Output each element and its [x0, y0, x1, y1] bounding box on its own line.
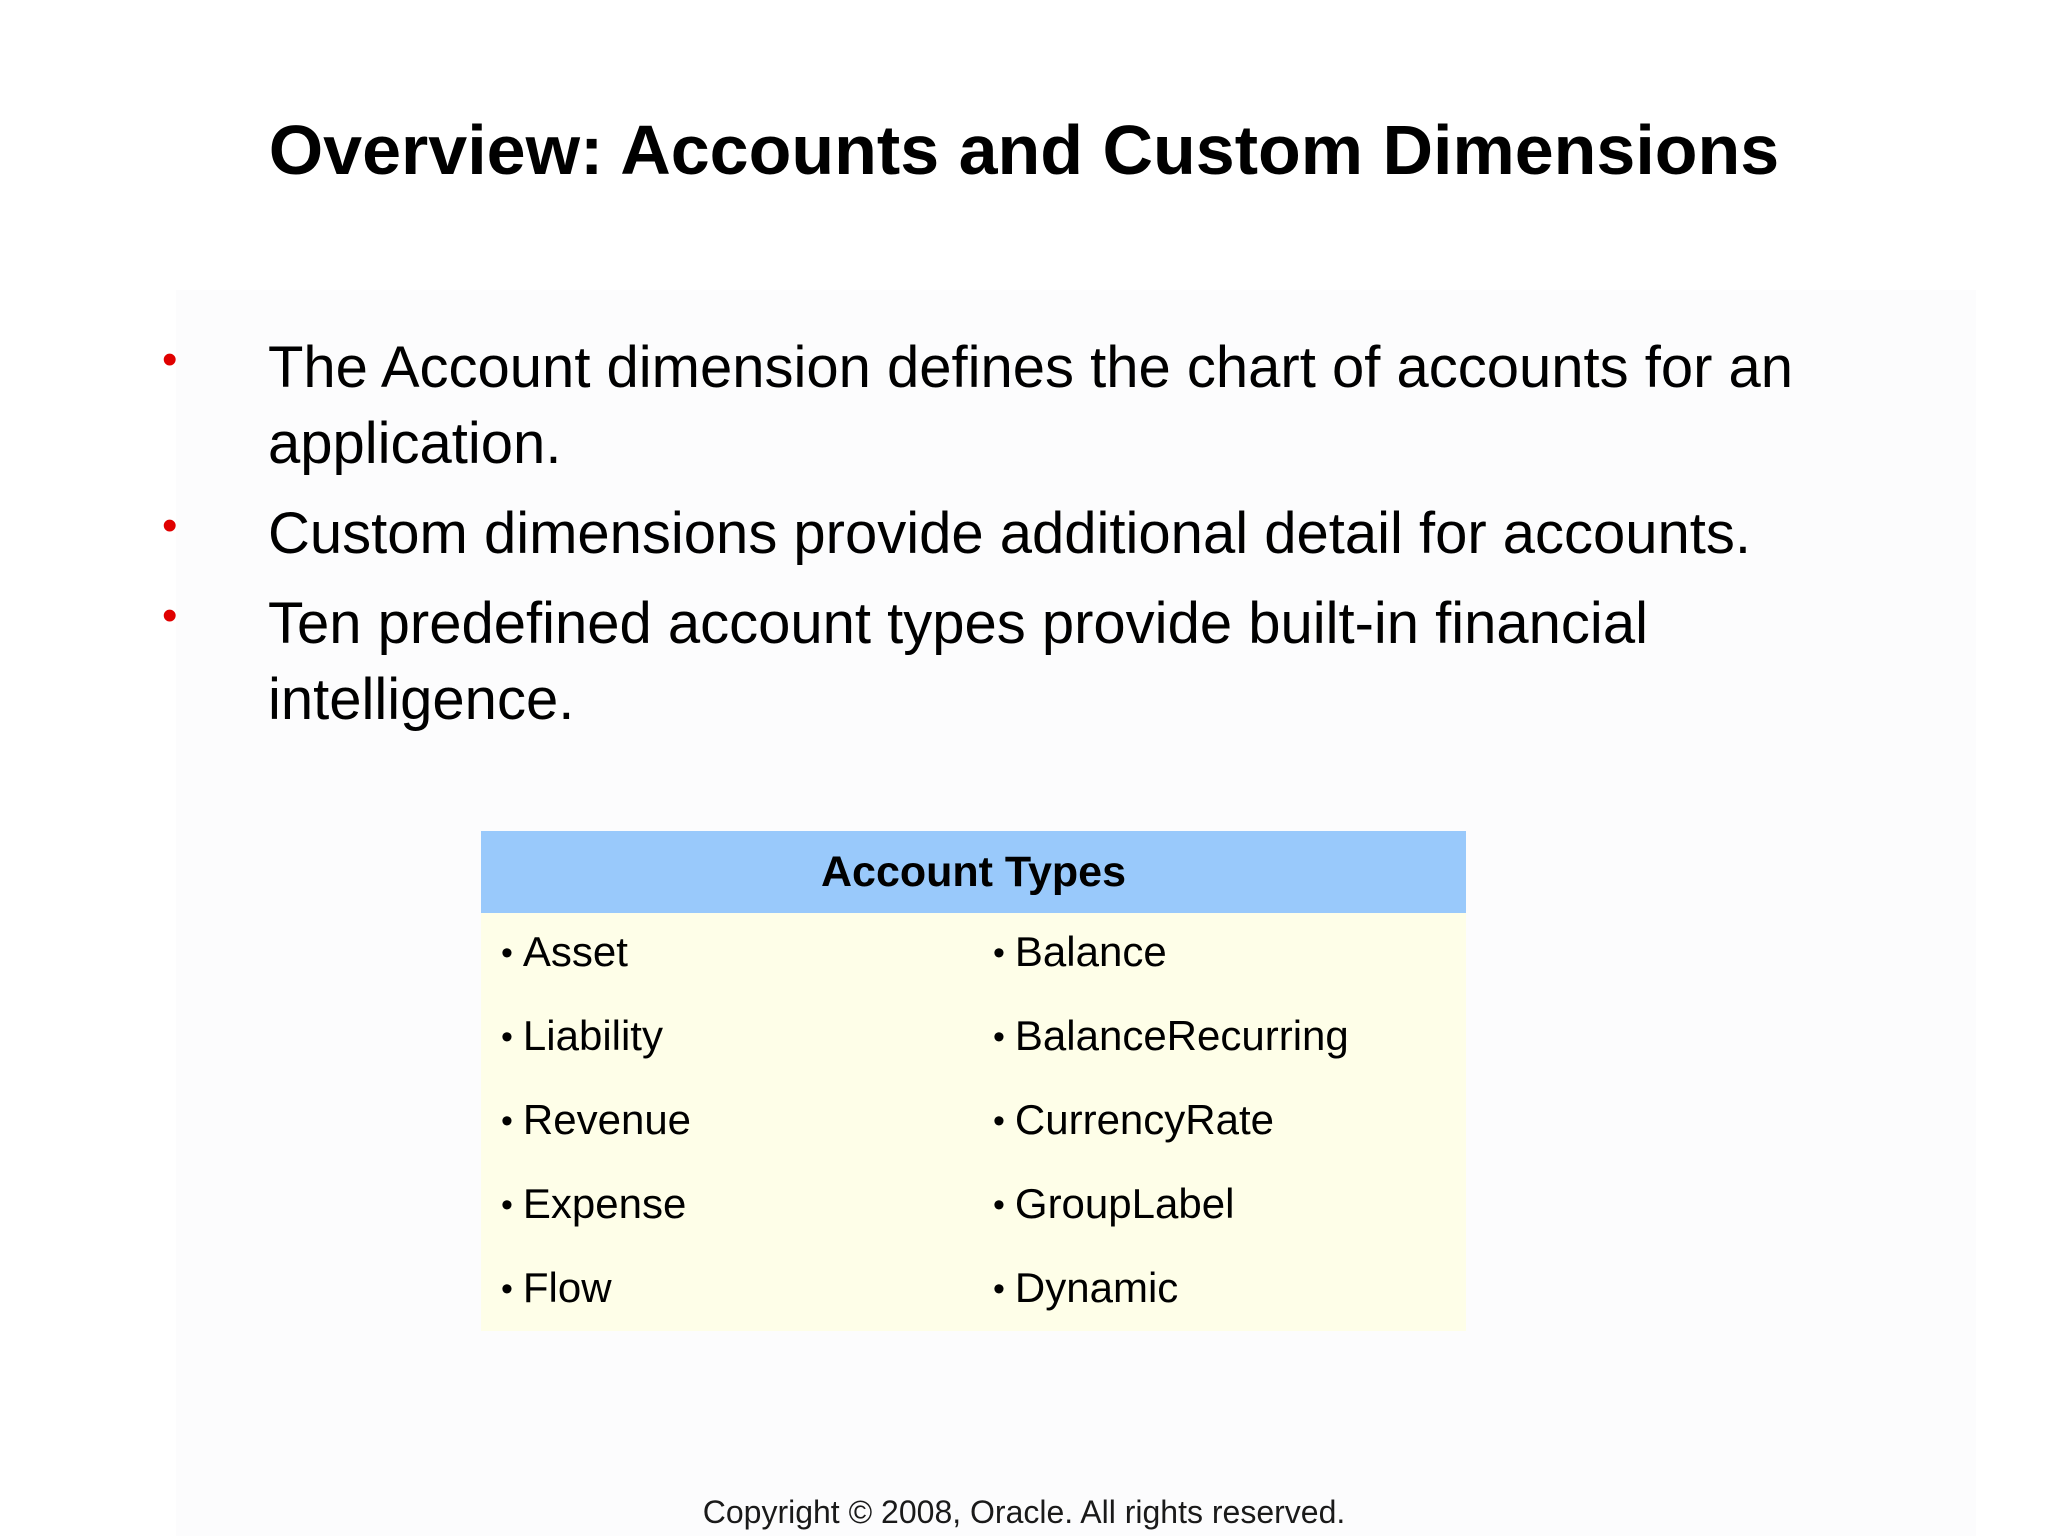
- account-type-label: Expense: [522, 1180, 687, 1227]
- bullet-text: Custom dimensions provide additional detail for accounts.: [268, 501, 1752, 566]
- bullet-marker: •: [162, 591, 178, 640]
- item-marker: •: [501, 934, 513, 972]
- account-types-left-column: [501, 913, 691, 1333]
- account-type-label: BalanceRecurring: [1014, 1012, 1349, 1059]
- slide-title: Overview: Accounts and Custom Dimensions: [268, 111, 1780, 189]
- account-type-label: Balance: [1014, 928, 1167, 975]
- account-type-item: [993, 913, 1349, 997]
- account-type-item: [993, 1249, 1349, 1333]
- account-type-item: [501, 913, 691, 997]
- item-marker: •: [993, 1186, 1005, 1224]
- account-type-label: Liability: [522, 1012, 663, 1059]
- account-type-label: Dynamic: [1014, 1264, 1179, 1311]
- bullet-text: The Account dimension defines the chart of accounts for an application.: [268, 335, 1794, 476]
- account-types-header: Account Types: [481, 831, 1466, 913]
- item-marker: •: [993, 1102, 1005, 1140]
- account-type-item: [501, 997, 691, 1081]
- account-type-item: [501, 1249, 691, 1333]
- item-marker: •: [993, 1018, 1005, 1056]
- account-type-item: [993, 1165, 1349, 1249]
- item-marker: •: [501, 1186, 513, 1224]
- copyright-footer: Copyright © 2008, Oracle. All rights reserved.: [702, 1494, 1346, 1530]
- bullet-item: [150, 586, 1910, 738]
- account-type-label: Asset: [522, 928, 628, 975]
- account-type-item: [993, 997, 1349, 1081]
- bullet-marker: •: [162, 501, 178, 550]
- account-types-right-column: [993, 913, 1349, 1333]
- item-marker: •: [501, 1270, 513, 1308]
- item-marker: •: [501, 1018, 513, 1056]
- account-type-label: CurrencyRate: [1014, 1096, 1275, 1143]
- bullet-marker: •: [162, 335, 178, 384]
- account-type-label: Flow: [522, 1264, 612, 1311]
- bullet-item: [150, 496, 1910, 572]
- bullet-list: [150, 330, 1910, 752]
- item-marker: •: [993, 1270, 1005, 1308]
- item-marker: •: [501, 1102, 513, 1140]
- account-type-label: GroupLabel: [1014, 1180, 1235, 1227]
- account-type-label: Revenue: [522, 1096, 692, 1143]
- account-types-table: [481, 831, 1466, 1331]
- bullet-item: [150, 330, 1910, 482]
- item-marker: •: [993, 934, 1005, 972]
- bullet-text: Ten predefined account types provide built-in financial intelligence.: [268, 591, 1648, 732]
- account-type-item: [501, 1081, 691, 1165]
- account-type-item: [501, 1165, 691, 1249]
- account-type-item: [993, 1081, 1349, 1165]
